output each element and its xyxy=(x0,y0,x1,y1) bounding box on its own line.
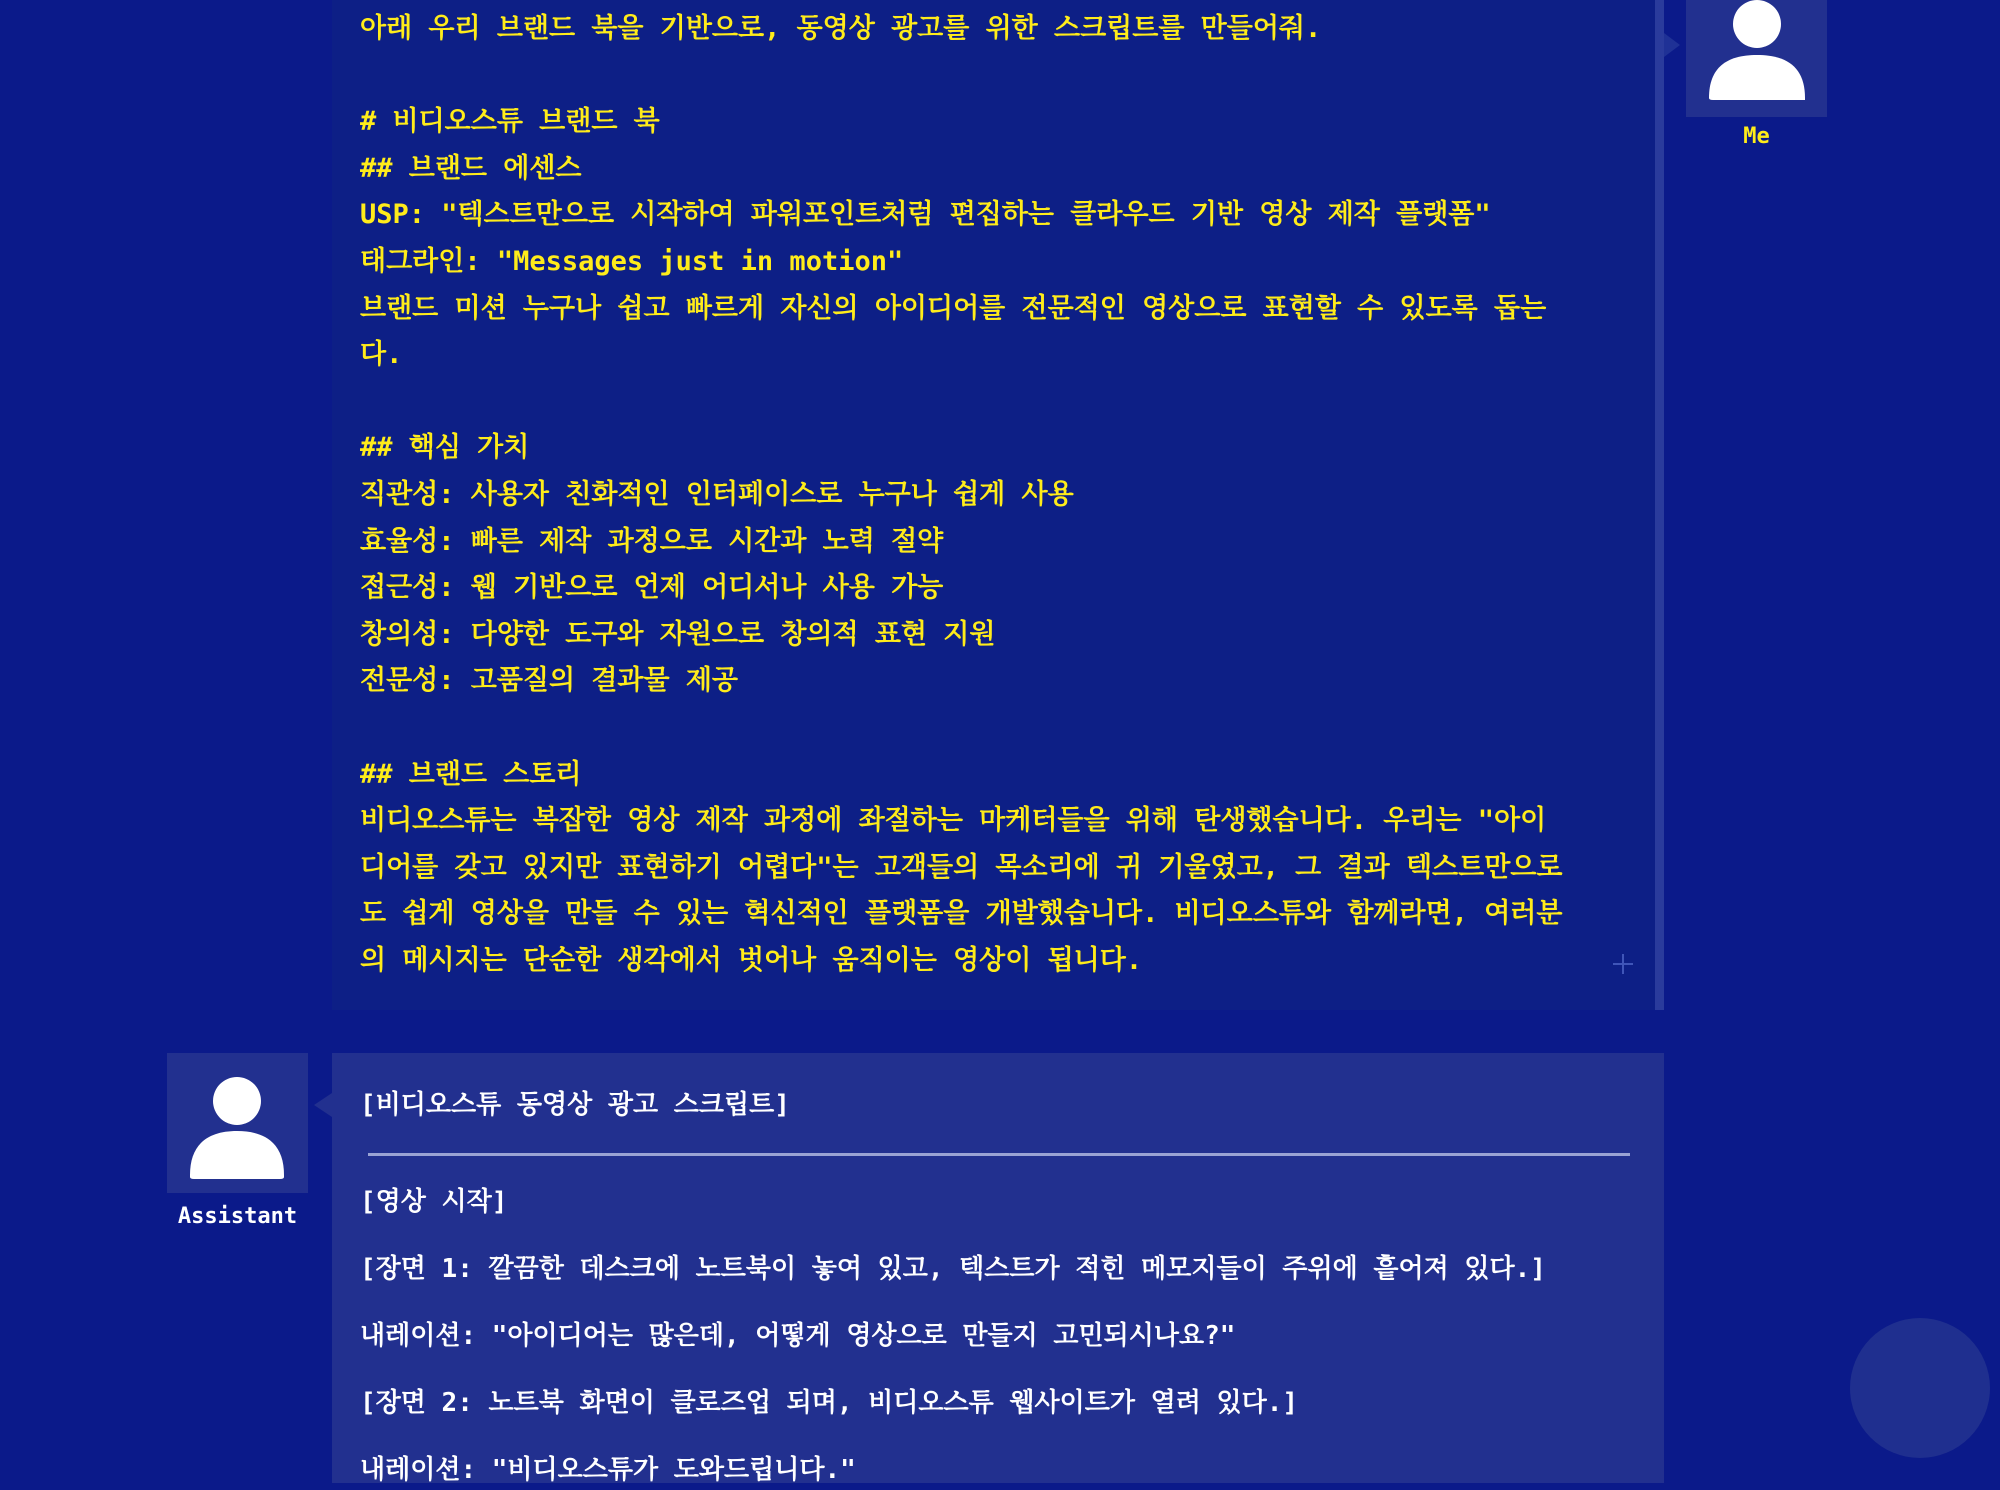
user-message-line: 전문성: 고품질의 결과물 제공 xyxy=(360,665,739,697)
user-avatar xyxy=(1686,0,1827,117)
user-message-line xyxy=(360,705,1604,752)
user-message-line: USP: "텍스트만으로 시작하여 파워포인트처럼 편집하는 클라우드 기반 영상 제작 플랫폼" xyxy=(360,199,1491,231)
script-paragraph: 내레이션: "아이디어는 많은데, 어떻게 영상으로 만들지 고민되시나요?" xyxy=(360,1321,1236,1351)
user-message-line: 다. xyxy=(360,339,403,371)
assistant-author-label: Assistant xyxy=(177,1204,298,1229)
divider xyxy=(368,1153,1630,1156)
person-icon xyxy=(1686,0,1827,117)
script-paragraph: 내레이션: "비디오스튜가 도와드립니다." xyxy=(360,1455,856,1485)
user-message-line: ## 브랜드 스토리 xyxy=(360,758,582,790)
user-message-line: 효율성: 빠른 제작 과정으로 시간과 노력 절약 xyxy=(360,525,944,557)
message-scrollbar[interactable] xyxy=(1655,0,1664,1010)
user-message-line: # 비디오스튜 브랜드 북 xyxy=(360,106,660,138)
user-message-line: 의 메시지는 단순한 생각에서 벗어나 움직이는 영상이 됩니다. xyxy=(360,944,1143,976)
script-paragraph: [장면 2: 노트북 화면이 클로즈업 되며, 비디오스튜 웹사이트가 열려 있다.] xyxy=(360,1388,1299,1418)
user-message-line: 창의성: 다양한 도구와 자원으로 창의적 표현 지원 xyxy=(360,618,996,650)
script-paragraph: [장면 1: 깔끔한 데스크에 노트북이 놓여 있고, 텍스트가 적힌 메모지들이 주위에 흩어져 있다.] xyxy=(360,1254,1546,1284)
user-bubble-tail xyxy=(1664,33,1680,57)
user-message-line: 도 쉽게 영상을 만들 수 있는 혁신적인 플랫폼을 개발했습니다. 비디오스튜와 함께라면, 여러분 xyxy=(360,898,1563,930)
user-message-line xyxy=(360,379,1604,426)
assistant-avatar xyxy=(167,1053,308,1193)
person-icon xyxy=(167,1053,308,1193)
user-message-line: 비디오스튜는 복잡한 영상 제작 과정에 좌절하는 마케터들을 위해 탄생했습니다. 우리는 "아이 xyxy=(360,805,1547,837)
script-paragraph: [영상 시작] xyxy=(360,1187,508,1217)
user-message-line xyxy=(360,53,1604,100)
assistant-message-bubble xyxy=(332,1053,1664,1483)
user-message-line: 브랜드 미션 누구나 쉽고 빠르게 자신의 아이디어를 전문적인 영상으로 표현할 수 있도록 돕는 xyxy=(360,292,1547,324)
user-message-line: 아래 우리 브랜드 북을 기반으로, 동영상 광고를 위한 스크립트를 만들어줘. xyxy=(360,13,1322,44)
plus-icon[interactable] xyxy=(1611,952,1635,976)
user-message-line: 접근성: 웹 기반으로 언제 어디서나 사용 가능 xyxy=(360,572,944,604)
user-message-line: 태그라인: "Messages just in motion" xyxy=(360,245,904,277)
user-message-line: 디어를 갖고 있지만 표현하기 어렵다"는 고객들의 목소리에 귀 기울였고, 그 결과 텍스트만으로 xyxy=(360,851,1563,883)
script-title: [비디오스튜 동영상 광고 스크립트] xyxy=(360,1090,790,1120)
user-message-line: ## 브랜드 에센스 xyxy=(360,152,582,184)
assistant-bubble-tail xyxy=(314,1093,332,1117)
floating-action-button[interactable] xyxy=(1850,1318,1990,1458)
user-author-label: Me xyxy=(1743,124,1770,149)
user-message-line: 직관성: 사용자 친화적인 인터페이스로 누구나 쉽게 사용 xyxy=(360,478,1074,510)
user-message-bubble xyxy=(332,0,1664,1010)
user-message-line: ## 핵심 가치 xyxy=(360,432,530,464)
